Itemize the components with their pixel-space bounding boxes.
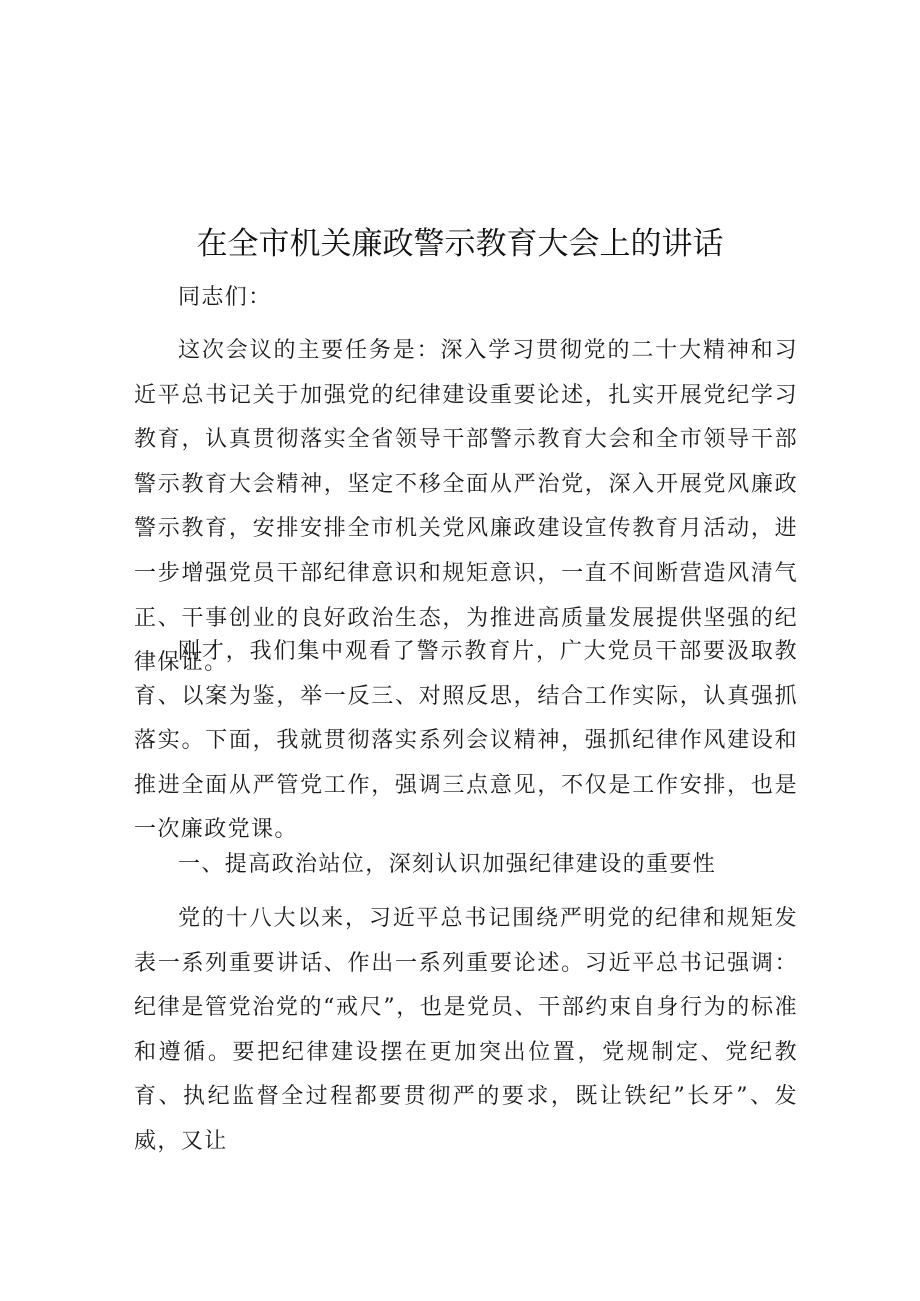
- document-title: 在全市机关廉政警示教育大会上的讲话: [196, 226, 724, 262]
- paragraph-3: 党的十八大以来，习近平总书记围绕严明党的纪律和规矩发表一系列重要讲话、作出一系列重要论述。习近平总书记强调：纪律是管党治党的“戒尺”，也是党员、干部约束自身行为的标准和遵循。要把纪律建设摆在更加突出位置，党规制定、党纪教育、执纪监督全过程都要贯彻严的要求，既让铁纪”长牙”、发威，又让: [134, 906, 798, 1154]
- section-heading-1: 一、提高政治站位，深刻认识加强纪律建设的重要性: [178, 852, 717, 877]
- salutation: 同志们：: [178, 285, 272, 310]
- paragraph-2: 刚才，我们集中观看了警示教育片，广大党员干部要汲取教育、以案为鉴，举一反三、对照反思，结合工作实际，认真强抓落实。下面，我就贯彻落实系列会议精神，强抓纪律作风建设和推进全面从严管党工作，强调三点意见，不仅是工作安排，也是一次廉政党课。: [134, 639, 798, 843]
- paragraph-1: 这次会议的主要任务是：深入学习贯彻党的二十大精神和习近平总书记关于加强党的纪律建设重要论述，扎实开展党纪学习教育，认真贯彻落实全省领导干部警示教育大会和全市领导干部警示教育大会精神，坚定不移全面从严治党，深入开展党风廉政警示教育，安排安排全市机关党风廉政建设宣传教育月活动，进一步增强党员干部纪律意识和规矩意识，一直不间断营造风清气正、干事创业的良好政治生态，为推进高质量发展提供坚强的纪律保证。: [134, 338, 798, 676]
